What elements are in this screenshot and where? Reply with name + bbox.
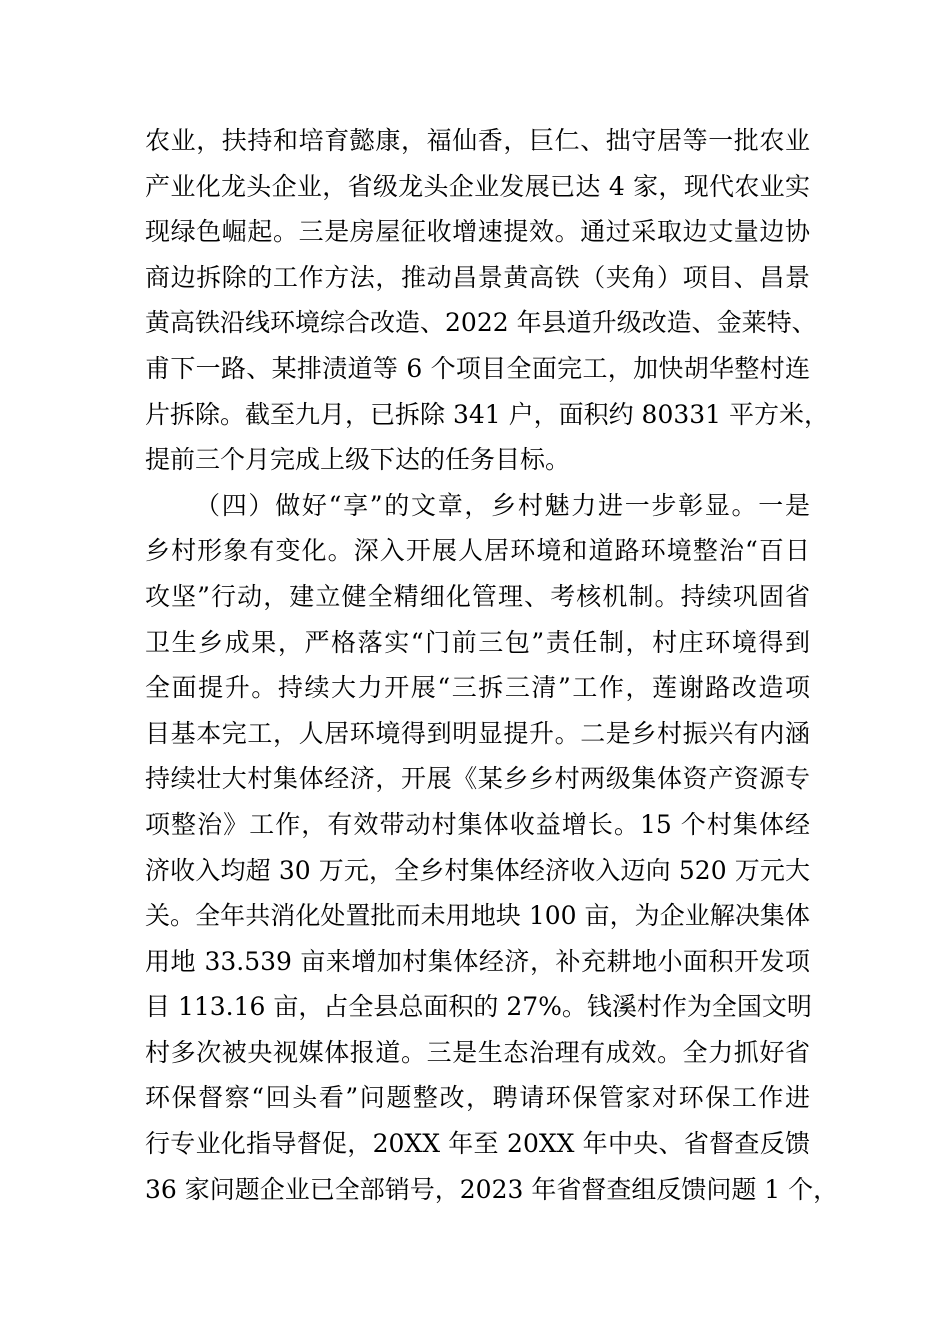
text-line: 攻坚”行动，建立健全精细化管理、考核机制。持续巩固省 [145, 581, 810, 611]
text-line: 目 113.16 亩，占全县总面积的 27%。钱溪村作为全国文明 [145, 992, 812, 1022]
text-line: 乡村形象有变化。深入开展人居环境和道路环境整治“百日 [145, 536, 810, 566]
text-line: 项整治》工作，有效带动村集体收益增长。15 个村集体经 [145, 809, 810, 839]
text-line: 卫生乡成果，严格落实“门前三包”责任制，村庄环境得到 [145, 627, 810, 657]
body-text [145, 118, 839, 1212]
paragraph-1 [145, 118, 830, 483]
text-line: 行专业化指导督促，20XX 年至 20XX 年中央、省督查反馈 [145, 1129, 810, 1159]
paragraph-2 [145, 483, 839, 1213]
text-line: 农业，扶持和培育懿康，福仙香，巨仁、拙守居等一批农业 [145, 126, 810, 155]
text-line: 村多次被央视媒体报道。三是生态治理有成效。全力抓好省 [145, 1037, 810, 1067]
text-line: 济收入均超 30 万元，全乡村集体经济收入迈向 520 万元大 [145, 855, 810, 885]
text-line: 36 家问题企业已全部销号，2023 年省督查组反馈问题 1 个， [145, 1174, 839, 1204]
text-line: 甫下一路、某排渍道等 6 个项目全面完工，加快胡华整村连 [145, 353, 810, 383]
text-line: 用地 33.539 亩来增加村集体经济，补充耕地小面积开发项 [145, 946, 810, 976]
text-line: 关。全年共消化处置批而未用地块 100 亩，为企业解决集体 [145, 901, 810, 931]
text-line: 环保督察“回头看”问题整改，聘请环保管家对环保工作进 [145, 1083, 810, 1113]
section-heading-line: （四）做好“享”的文章，乡村魅力进一步彰显。一是 [195, 490, 810, 520]
text-line: 持续壮大村集体经济，开展《某乡乡村两级集体资产资源专 [145, 764, 810, 794]
text-line: 提前三个月完成上级下达的任务目标。 [145, 445, 571, 475]
text-line: 商边拆除的工作方法，推动昌景黄高铁（夹角）项目、昌景 [145, 262, 810, 292]
text-line: 全面提升。持续大力开展“三拆三清”工作，莲谢路改造项 [145, 673, 810, 703]
text-line: 目基本完工，人居环境得到明显提升。二是乡村振兴有内涵 [145, 718, 810, 748]
text-line: 产业化龙头企业，省级龙头企业发展已达 4 家，现代农业实 [145, 171, 810, 201]
text-line: 现绿色崛起。三是房屋征收增速提效。通过采取边丈量边协 [145, 217, 810, 247]
text-line: 片拆除。截至九月，已拆除 341 户，面积约 80331 平方米， [145, 399, 830, 429]
text-line: 黄高铁沿线环境综合改造、2022 年县道升级改造、金莱特、 [145, 308, 817, 338]
